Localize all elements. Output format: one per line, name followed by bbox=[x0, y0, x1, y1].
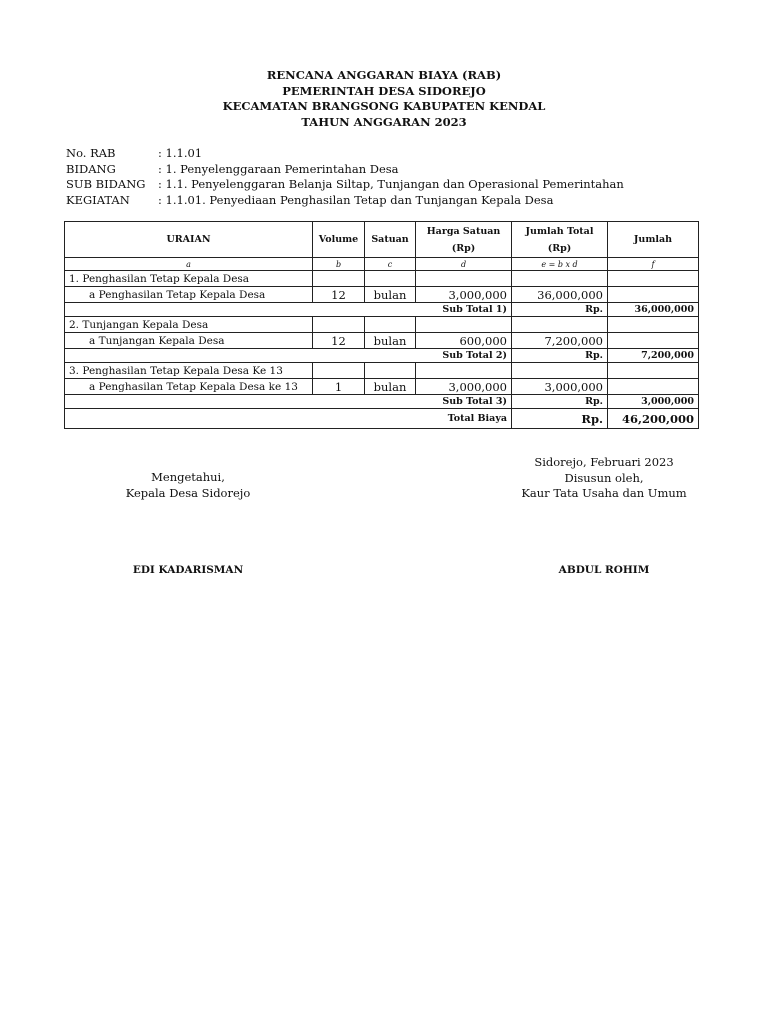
index-cell: b bbox=[313, 258, 365, 271]
meta-label: BIDANG bbox=[66, 161, 116, 176]
subtotal-value: 7,200,000 bbox=[608, 349, 699, 363]
col-header-volume: Volume bbox=[313, 222, 365, 258]
subtotal-currency: Rp. bbox=[512, 395, 608, 409]
budget-table bbox=[64, 221, 699, 429]
column-index-row bbox=[65, 258, 699, 271]
rab-metadata bbox=[66, 146, 624, 208]
meta-row-kegiatan bbox=[66, 193, 624, 209]
empty-cell bbox=[365, 317, 416, 333]
empty-cell bbox=[608, 317, 699, 333]
sig-right-line1: Disusun oleh, bbox=[564, 470, 644, 485]
item-label: a Penghasilan Tetap Kepala Desa ke 13 bbox=[65, 379, 313, 395]
total-value: 46,200,000 bbox=[608, 409, 699, 429]
group-title: 2. Tunjangan Kepala Desa bbox=[65, 317, 313, 333]
sig-left-line1: Mengetahui, bbox=[151, 470, 225, 484]
sig-left-line2: Kepala Desa Sidorejo bbox=[125, 485, 251, 500]
empty-cell bbox=[608, 287, 699, 303]
empty-cell bbox=[512, 271, 608, 287]
signer-name-right: ABDUL ROHIM bbox=[558, 564, 650, 576]
item-volume: 1 bbox=[313, 379, 365, 395]
meta-row-no-rab bbox=[66, 146, 624, 162]
empty-cell bbox=[608, 363, 699, 379]
signature-block-left bbox=[88, 470, 288, 501]
subtotal-currency: Rp. bbox=[512, 303, 608, 317]
item-harga: 3,000,000 bbox=[416, 287, 512, 303]
item-total: 7,200,000 bbox=[512, 333, 608, 349]
col-header-uraian: URAIAN bbox=[65, 222, 313, 258]
index-cell: d bbox=[416, 258, 512, 271]
item-row bbox=[65, 287, 699, 303]
total-row bbox=[65, 409, 699, 429]
subtotal-label: Sub Total 2) bbox=[65, 349, 512, 363]
empty-cell bbox=[416, 271, 512, 287]
empty-cell bbox=[416, 317, 512, 333]
subtotal-value: 36,000,000 bbox=[608, 303, 699, 317]
item-total: 3,000,000 bbox=[512, 379, 608, 395]
index-cell: a bbox=[65, 258, 313, 271]
meta-label: SUB BIDANG bbox=[66, 177, 146, 191]
document-title bbox=[0, 68, 768, 130]
empty-cell bbox=[512, 363, 608, 379]
index-cell: f bbox=[608, 258, 699, 271]
subtotal-label: Sub Total 1) bbox=[65, 303, 512, 317]
header-line: Jumlah Total bbox=[525, 225, 594, 237]
empty-cell bbox=[512, 317, 608, 333]
subtotal-row bbox=[65, 303, 699, 317]
group-title-row bbox=[65, 271, 699, 287]
signature-block-right bbox=[500, 455, 708, 502]
item-row bbox=[65, 333, 699, 349]
col-header-harga-satuan bbox=[416, 222, 512, 258]
subtotal-row bbox=[65, 395, 699, 409]
item-label: a Tunjangan Kepala Desa bbox=[65, 333, 313, 349]
empty-cell bbox=[313, 317, 365, 333]
item-row bbox=[65, 379, 699, 395]
empty-cell bbox=[365, 271, 416, 287]
title-line-2: PEMERINTAH DESA SIDOREJO bbox=[282, 83, 486, 98]
empty-cell bbox=[365, 363, 416, 379]
item-satuan: bulan bbox=[365, 287, 416, 303]
title-line-1: RENCANA ANGGARAN BIAYA (RAB) bbox=[266, 68, 502, 82]
item-total: 36,000,000 bbox=[512, 287, 608, 303]
meta-value: : 1.1.01. Penyediaan Penghasilan Tetap dan Tunjangan Kepala Desa bbox=[158, 192, 554, 207]
empty-cell bbox=[608, 379, 699, 395]
title-line-3: KECAMATAN BRANGSONG KABUPATEN KENDAL bbox=[222, 99, 546, 113]
sig-right-place-date: Sidorejo, Februari 2023 bbox=[534, 455, 674, 469]
col-header-jumlah-total bbox=[512, 222, 608, 258]
col-header-satuan: Satuan bbox=[365, 222, 416, 258]
group-title-row bbox=[65, 317, 699, 333]
item-label: a Penghasilan Tetap Kepala Desa bbox=[65, 287, 313, 303]
meta-row-sub-bidang bbox=[66, 177, 624, 193]
col-header-jumlah: Jumlah bbox=[608, 222, 699, 258]
item-volume: 12 bbox=[313, 287, 365, 303]
header-line: (Rp) bbox=[451, 242, 476, 254]
header-line: (Rp) bbox=[547, 242, 572, 254]
meta-value: : 1.1. Penyelenggaran Belanja Siltap, Tunjangan dan Operasional Pemerintahan bbox=[158, 177, 624, 191]
meta-label: KEGIATAN bbox=[66, 192, 130, 207]
item-harga: 3,000,000 bbox=[416, 379, 512, 395]
meta-value: : 1. Penyelenggaraan Pemerintahan Desa bbox=[158, 161, 399, 176]
table-header-row bbox=[65, 222, 699, 258]
subtotal-row bbox=[65, 349, 699, 363]
item-satuan: bulan bbox=[365, 379, 416, 395]
total-currency: Rp. bbox=[512, 409, 608, 429]
subtotal-currency: Rp. bbox=[512, 349, 608, 363]
index-cell: c bbox=[365, 258, 416, 271]
index-cell: e = b x d bbox=[512, 258, 608, 271]
subtotal-label: Sub Total 3) bbox=[65, 395, 512, 409]
empty-cell bbox=[608, 271, 699, 287]
empty-cell bbox=[313, 271, 365, 287]
meta-row-bidang bbox=[66, 162, 624, 178]
empty-cell bbox=[416, 363, 512, 379]
empty-cell bbox=[608, 333, 699, 349]
meta-label: No. RAB bbox=[66, 146, 116, 160]
subtotal-value: 3,000,000 bbox=[608, 395, 699, 409]
signer-name-left: EDI KADARISMAN bbox=[132, 564, 244, 576]
sig-right-line2: Kaur Tata Usaha dan Umum bbox=[521, 486, 687, 500]
header-line: Harga Satuan bbox=[426, 225, 501, 237]
group-title: 3. Penghasilan Tetap Kepala Desa Ke 13 bbox=[65, 363, 313, 379]
group-title-row bbox=[65, 363, 699, 379]
total-label: Total Biaya bbox=[65, 409, 512, 429]
meta-value: : 1.1.01 bbox=[158, 146, 203, 160]
item-harga: 600,000 bbox=[416, 333, 512, 349]
group-title: 1. Penghasilan Tetap Kepala Desa bbox=[65, 271, 313, 287]
empty-cell bbox=[313, 363, 365, 379]
item-volume: 12 bbox=[313, 333, 365, 349]
item-satuan: bulan bbox=[365, 333, 416, 349]
title-line-4: TAHUN ANGGARAN 2023 bbox=[301, 114, 467, 129]
